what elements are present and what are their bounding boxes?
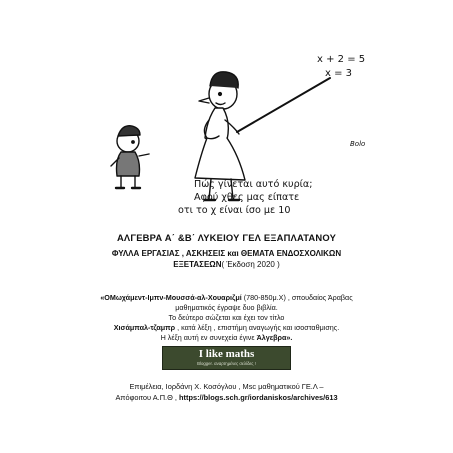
speech-line: Αφού χθες μας είπατε <box>194 192 300 203</box>
cartoon-speech-caption <box>178 178 378 217</box>
blog-link[interactable]: https://blogs.sch.gr/iordaniskos/archives/613 <box>179 393 338 402</box>
board-equation-2: x = 3 <box>325 68 353 79</box>
quote-line-4 <box>40 323 413 333</box>
i-like-maths-logo[interactable] <box>162 346 291 370</box>
quote-line-2: μαθηματικός έγραψε δυο βιβλία. <box>175 303 278 312</box>
quote-author-name: «ΟΜωχάμεντ-Ιμπν-Μουσσά-αλ-Χουαριζμί <box>100 293 242 302</box>
quote-line-5 <box>40 333 413 343</box>
credits-line-2 <box>0 392 453 403</box>
logo-subtitle: Blogger. αναρτημένες σελίδες ! <box>197 361 256 366</box>
document-title: ΑΛΓΕΒΡΑ Α΄ &Β΄ ΛΥΚΕΙΟΥ ΓΕΛ ΕΞΑΠΛΑΤΑΝΟΥ <box>116 232 337 243</box>
speech-line: Πώς γίνεται αυτό κυρία; <box>194 179 313 190</box>
subtitle-line-2 <box>0 259 453 270</box>
board-equation-1: x + 2 = 5 <box>317 54 366 65</box>
algebra-history-quote <box>40 293 413 343</box>
credits-line-1: Επιμέλεια, Ιορδάνη Χ. Κοσόγλου , Msc μαθηματικού ΓΕ.Λ – <box>129 382 324 391</box>
quote-line-3: Το δεύτερο σώζεται και έχει τον τίτλο <box>168 313 285 322</box>
quote-line-5-start: Η λέξη αυτή εν συνεχεία έγινε <box>160 333 257 342</box>
subtitle-line-1: ΦΥΛΛΑ ΕΡΓΑΣΙΑΣ , ΑΣΚΗΣΕΙΣ και ΘΕΜΑΤΑ ΕΝΔΟΣΧΟΛΙΚΩΝ <box>111 249 342 258</box>
logo-title: I like maths <box>198 348 255 360</box>
quote-line-1-rest: (780-850μ.Χ) , σπουδαίος Άραβας <box>241 293 353 302</box>
quote-line-4-rest: , κατά λέξη , επιστήμη αναγωγής και ισοσταθμισης. <box>175 323 340 332</box>
credits-line-2-start: Απόφοιτου Α.Π.Θ , <box>115 393 180 402</box>
quote-word-algebra: Άλγεβρα». <box>256 333 293 342</box>
cartoon-signature: Bolo <box>350 140 366 148</box>
document-subtitle <box>0 248 453 270</box>
quote-line-1 <box>40 293 413 303</box>
quote-term: Χισάμπαλ-τζαμπρ <box>113 323 176 332</box>
speech-line: οτι το χ είναι ίσο με 10 <box>178 205 291 216</box>
subtitle-edition: ( Έκδοση 2020 ) <box>221 260 280 269</box>
credits <box>0 381 453 403</box>
subtitle-exams: ΕΞΕΤΑΣΕΩΝ <box>173 260 222 269</box>
